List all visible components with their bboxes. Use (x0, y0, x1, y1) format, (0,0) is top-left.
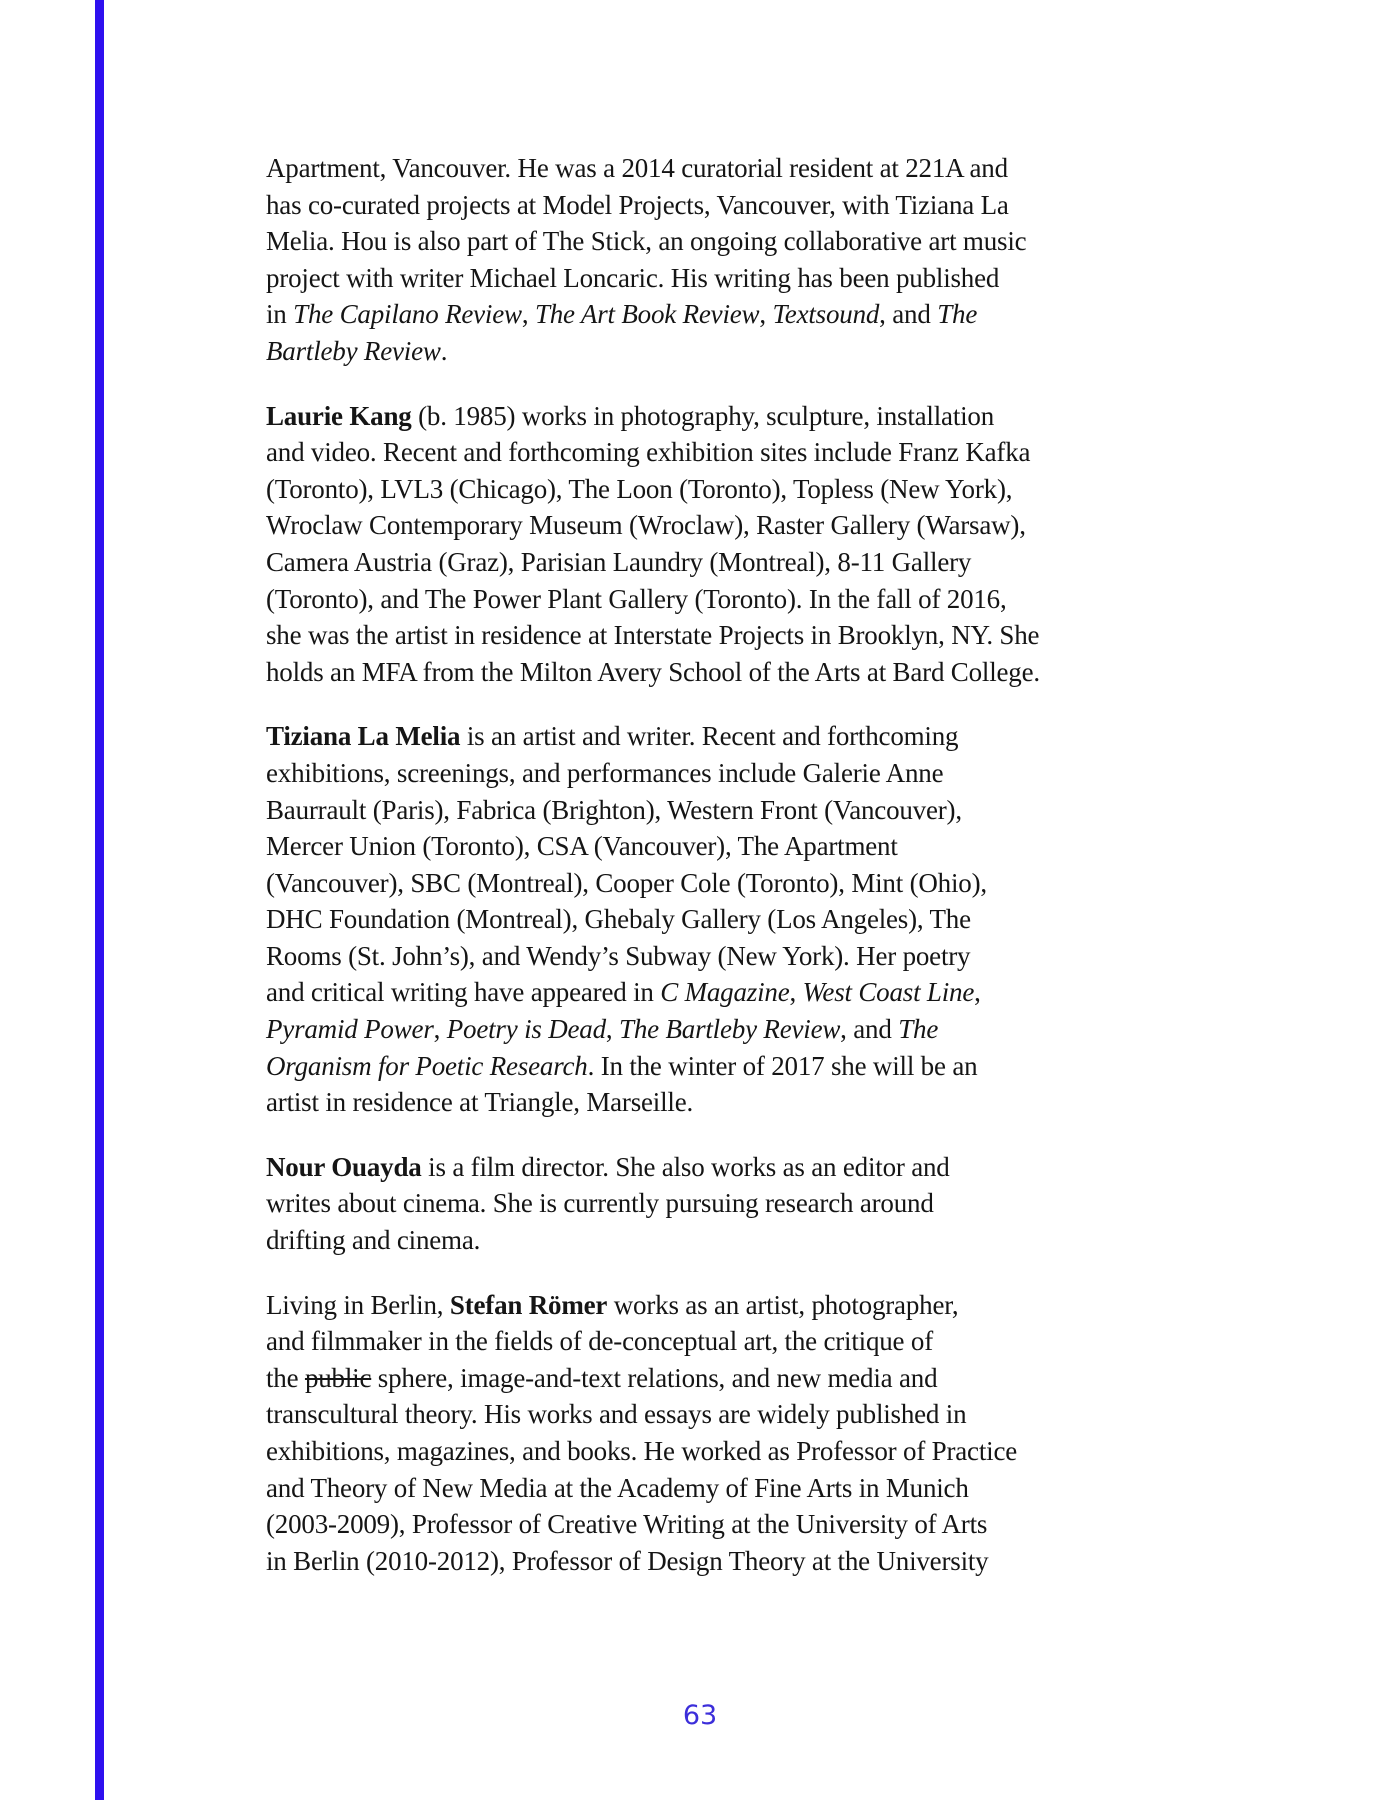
paragraph (266, 1149, 1040, 1259)
text-segment: Living in Berlin, (266, 1289, 450, 1320)
text-line (266, 1360, 1040, 1397)
text-line (266, 260, 1040, 297)
text-segment: works as an artist, photographer, (607, 1289, 959, 1320)
text-segment: exhibitions, magazines, and books. He worked as Professor of Practice (266, 1436, 1018, 1466)
text-segment: , (789, 977, 803, 1008)
text-line (266, 718, 1040, 755)
text-segment: Melia. Hou is also part of The Stick, an ongoing collaborative art music (266, 226, 1027, 257)
text-segment: she was the artist in residence at Interstate Projects in Brooklyn, NY. She (266, 620, 1040, 651)
text-segment: exhibitions, screenings, and performances include Galerie Anne (266, 757, 944, 788)
text-line (266, 1084, 1040, 1121)
text-segment: Poetry is Dead (446, 1014, 606, 1045)
text-line (266, 828, 1040, 865)
text-line (266, 398, 1040, 435)
text-segment: , (759, 299, 773, 330)
artist-name: Nour Ouayda (266, 1151, 422, 1182)
text-segment: (b. 1985) works in photography, sculpture, installation (411, 400, 995, 431)
text-line (266, 507, 1040, 544)
text-block (266, 150, 1040, 1607)
text-segment: The Bartleby Review (619, 1014, 841, 1045)
text-line (266, 755, 1040, 792)
text-line (266, 544, 1040, 581)
text-segment: drifting and cinema. (266, 1225, 481, 1256)
text-segment: Pyramid Power (266, 1014, 434, 1045)
text-segment: in Berlin (2010-2012), Professor of Design Theory at the University (266, 1545, 989, 1576)
text-segment: Wroclaw Contemporary Museum (Wroclaw), Raster Gallery (Warsaw), (266, 510, 1026, 541)
text-line (266, 1470, 1040, 1507)
text-line (266, 974, 1040, 1011)
text-segment: C Magazine (660, 977, 790, 1008)
text-line (266, 581, 1040, 618)
text-segment: in (266, 299, 294, 330)
text-segment: Mercer Union (Toronto), CSA (Vancouver), The Apartment (266, 831, 898, 862)
text-segment: has co-curated projects at Model Projects, Vancouver, with Tiziana La (266, 189, 1009, 220)
text-segment: (Toronto), and The Power Plant Gallery (Toronto). In the fall of 2016, (266, 583, 1007, 614)
text-segment: is a film director. She also works as an editor and (421, 1151, 950, 1182)
text-line (266, 654, 1040, 691)
paragraph (266, 150, 1040, 370)
text-segment: DHC Foundation (Montreal), Ghebaly Gallery (Los Angeles), The (266, 904, 971, 935)
text-segment: (Toronto), LVL3 (Chicago), The Loon (Toronto), Topless (New York), (266, 473, 1013, 504)
text-line (266, 1287, 1040, 1324)
text-line (266, 1149, 1040, 1186)
text-segment: Rooms (St. John’s), and Wendy’s Subway (New York). Her poetry (266, 940, 971, 971)
text-segment: transcultural theory. His works and essays are widely published in (266, 1399, 967, 1430)
text-segment: Bartleby Review (266, 335, 441, 366)
text-segment: Camera Austria (Graz), Parisian Laundry (Montreal), 8-11 Gallery (266, 546, 972, 577)
artist-name: Tiziana La Melia (266, 721, 461, 752)
paragraph (266, 718, 1040, 1121)
text-segment: The (937, 299, 978, 330)
text-line (266, 1323, 1040, 1360)
text-segment: artist in residence at Triangle, Marseille. (266, 1087, 694, 1118)
text-line (266, 333, 1040, 370)
artist-name: Laurie Kang (266, 400, 412, 431)
text-segment: (2003-2009), Professor of Creative Writing at the University of Arts (266, 1509, 988, 1540)
struck-word: public (304, 1362, 372, 1393)
text-segment: is an artist and writer. Recent and forthcoming (460, 721, 959, 752)
text-segment: holds an MFA from the Milton Avery School of the Arts at Bard College. (266, 656, 1040, 687)
text-line (266, 1433, 1040, 1470)
text-segment: (Vancouver), SBC (Montreal), Cooper Cole (Toronto), Mint (Ohio), (266, 867, 987, 898)
text-segment: Textsound (772, 299, 880, 330)
text-segment: writes about cinema. She is currently pursuing research around (266, 1188, 934, 1219)
text-line (266, 1396, 1040, 1433)
text-segment: , (605, 1014, 620, 1045)
text-line (266, 296, 1040, 333)
text-line (266, 1185, 1040, 1222)
text-line (266, 1048, 1040, 1085)
text-line (266, 187, 1040, 224)
paragraph (266, 1287, 1040, 1580)
text-segment: Baurrault (Paris), Fabrica (Brighton), Western Front (Vancouver), (266, 794, 962, 825)
text-segment: , (433, 1014, 447, 1045)
text-line (266, 1543, 1040, 1580)
text-line (266, 901, 1040, 938)
text-line (266, 1222, 1040, 1259)
text-segment: Organism for Poetic Research (266, 1050, 588, 1081)
text-line (266, 938, 1040, 975)
text-segment: project with writer Michael Loncaric. His writing has been published (266, 262, 1000, 293)
paragraph (266, 398, 1040, 691)
text-line (266, 150, 1040, 187)
text-segment: , and (840, 1014, 899, 1045)
text-line (266, 471, 1040, 508)
text-segment: . In the winter of 2017 she will be an (587, 1050, 978, 1081)
text-line (266, 865, 1040, 902)
page-number: 63 (682, 1700, 718, 1731)
left-margin-rule (95, 0, 104, 1800)
text-segment: Apartment, Vancouver. He was a 2014 curatorial resident at 221A and (266, 153, 1008, 183)
text-segment: sphere, image-and-text relations, and new media and (371, 1362, 938, 1393)
text-line (266, 792, 1040, 829)
text-segment: , (974, 977, 981, 1008)
text-segment: The (898, 1014, 939, 1045)
artist-name: Stefan Römer (449, 1289, 608, 1320)
text-segment: The Capilano Review (293, 299, 522, 330)
text-line (266, 1011, 1040, 1048)
text-segment: West Coast Line (802, 977, 975, 1008)
text-segment: , (521, 299, 535, 330)
text-segment: and video. Recent and forthcoming exhibition sites include Franz Kafka (266, 437, 1031, 468)
text-line (266, 434, 1040, 471)
text-segment: and critical writing have appeared in (266, 977, 661, 1008)
text-segment: , and (879, 299, 938, 330)
text-line (266, 1506, 1040, 1543)
text-segment: the (266, 1362, 305, 1393)
text-segment: and Theory of New Media at the Academy of Fine Arts in Munich (266, 1472, 969, 1503)
text-segment: The Art Book Review (534, 299, 760, 330)
text-segment: . (440, 335, 448, 366)
text-segment: and filmmaker in the fields of de-conceptual art, the critique of (266, 1326, 933, 1357)
text-line (266, 617, 1040, 654)
text-line (266, 223, 1040, 260)
